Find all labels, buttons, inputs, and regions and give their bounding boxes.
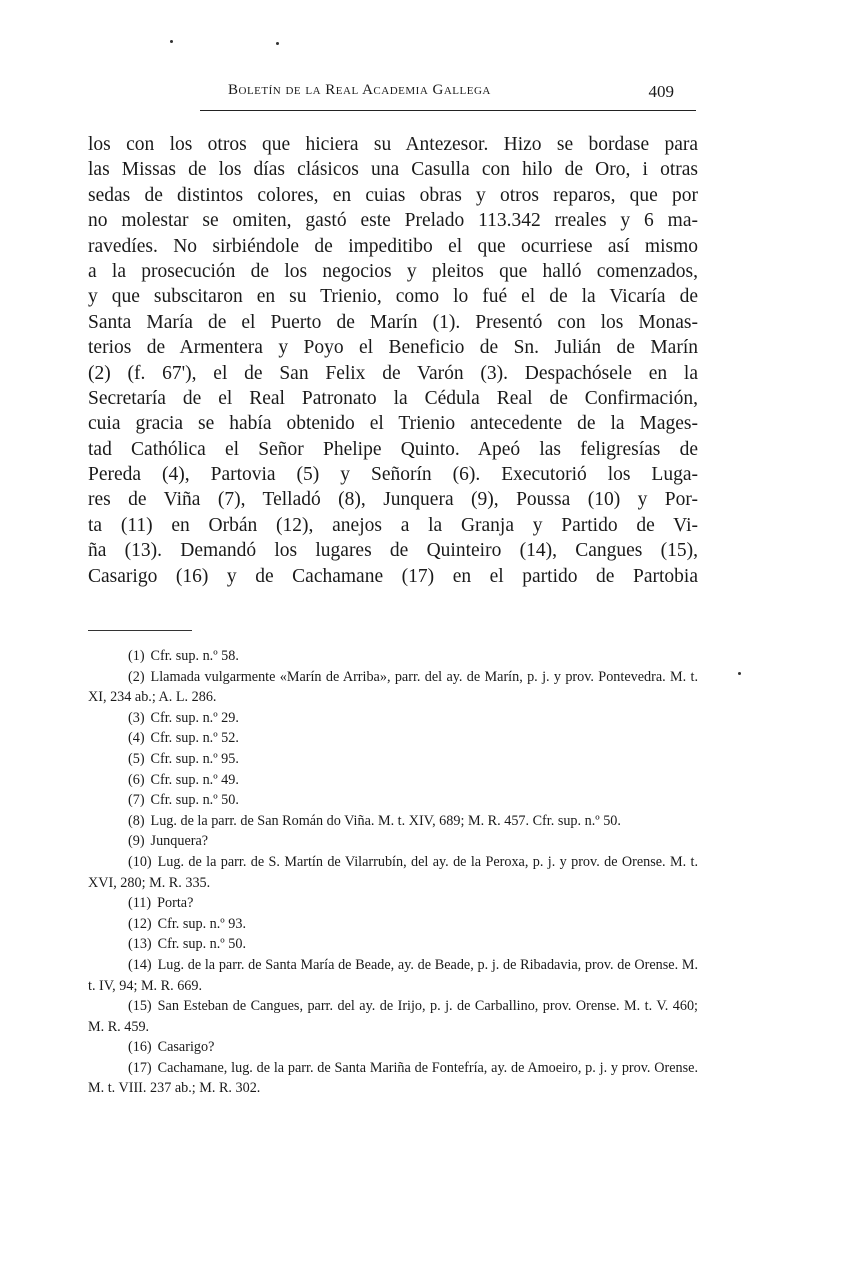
body-line: Pereda (4), Partovia (5) y Señorín (6). Executorió los Luga- <box>88 464 698 486</box>
footnote <box>88 708 698 729</box>
speck-mark <box>738 672 741 675</box>
body-line: ña (13). Demandó los lugares de Quinteiro (14), Cangues (15), <box>88 540 698 562</box>
footnote-text: Llamada vulgarmente «Marín de Arriba», parr. del ay. de Marín, p. j. y prov. Pontevedra. M. t. XI, 234 ab.; A. L. 286. <box>88 668 698 706</box>
speck-mark <box>276 42 279 45</box>
footnote <box>88 893 698 914</box>
footnote-number: (14) <box>128 956 152 973</box>
footnote-number: (17) <box>128 1059 152 1076</box>
footnote <box>88 852 698 893</box>
body-line: Santa María de el Puerto de Marín (1). Presentó con los Monas- <box>88 311 698 333</box>
footnote-text: Cfr. sup. n.º 93. <box>157 915 246 932</box>
body-line: no molestar se omiten, gastó este Prelado 113.342 rreales y 6 ma- <box>88 210 698 232</box>
footnote <box>88 770 698 791</box>
footnote <box>88 790 698 811</box>
body-line: ta (11) en Orbán (12), anejos a la Granja y Partido de Vi- <box>88 514 698 536</box>
footnote-number: (12) <box>128 915 152 932</box>
footnote-number: (10) <box>128 853 152 870</box>
footnote-text: Porta? <box>157 895 194 912</box>
footnote-text: Casarigo? <box>157 1039 215 1056</box>
footnote-number: (3) <box>128 709 145 726</box>
main-body-text <box>88 132 698 589</box>
body-line: Secretaría de el Real Patronato la Cédula Real de Confirmación, <box>88 387 698 409</box>
body-line: ravedíes. No sirbiéndole de impeditibo el que ocurriese así mismo <box>88 235 698 257</box>
footnote-number: (15) <box>128 998 152 1015</box>
footnote-number: (4) <box>128 730 145 747</box>
footnote-text: Lug. de la parr. de S. Martín de Vilarrubín, del ay. de la Peroxa, p. j. y prov. de Orense. M. t. XVI, 280; M. R. 335. <box>88 853 698 891</box>
footnote <box>88 728 698 749</box>
footnote <box>88 667 698 708</box>
body-line: las Missas de los días clásicos una Casulla con hilo de Oro, i otras <box>88 159 698 181</box>
speck-mark <box>170 40 173 43</box>
footnote-text: Cfr. sup. n.º 52. <box>150 730 239 747</box>
footnote-text: Cfr. sup. n.º 58. <box>150 648 239 664</box>
footnote-number: (6) <box>128 771 145 788</box>
journal-title: Boletín de la Real Academia Gallega <box>228 82 491 98</box>
footnote-divider <box>88 630 192 631</box>
footnote <box>88 914 698 935</box>
footnote-text: Lug. de la parr. de San Román do Viña. M. t. XIV, 689; M. R. 457. Cfr. sup. n.º 50. <box>150 812 621 829</box>
footnote-text: Cfr. sup. n.º 49. <box>150 771 239 788</box>
footnote-text: Cfr. sup. n.º 29. <box>150 709 239 726</box>
footnote-number: (2) <box>128 668 145 685</box>
footnote <box>88 749 698 770</box>
body-line: tad Cathólica el Señor Phelipe Quinto. Apeó las feligresías de <box>88 438 698 460</box>
footnote-text: Cachamane, lug. de la parr. de Santa Mariña de Fontefría, ay. de Amoeiro, p. j. y prov. Orense. M. t. VIII. 237 ab.; M. R. 302. <box>88 1059 698 1097</box>
footnote <box>88 831 698 852</box>
footnote-number: (11) <box>128 895 152 912</box>
body-line: a la prosecución de los negocios y pleitos que halló comenzados, <box>88 260 698 282</box>
footnote <box>88 1058 698 1099</box>
page-number: 409 <box>648 82 674 101</box>
footnote-number: (7) <box>128 792 145 809</box>
body-line: (2) (f. 67'), el de San Felix de Varón (3). Despachósele en la <box>88 362 698 384</box>
footnote-number: (9) <box>128 833 145 850</box>
body-line: y que subscitaron en su Trienio, como lo fué el de la Vicaría de <box>88 286 698 308</box>
running-header <box>200 80 696 111</box>
footnote <box>88 955 698 996</box>
footnote <box>88 934 698 955</box>
footnote-number: (13) <box>128 936 152 953</box>
footnotes <box>88 646 698 1099</box>
footnote-text: Cfr. sup. n.º 50. <box>150 792 239 809</box>
footnote <box>88 811 698 832</box>
body-line: sedas de distintos colores, en cuias obras y otros reparos, que por <box>88 184 698 206</box>
footnote <box>88 1037 698 1058</box>
body-line: Casarigo (16) y de Cachamane (17) en el partido de Partobia <box>88 565 698 587</box>
footnote-number: (8) <box>128 812 145 829</box>
body-line: res de Viña (7), Telladó (8), Junquera (9), Poussa (10) y Por- <box>88 489 698 511</box>
footnote-text: Lug. de la parr. de Santa María de Beade, ay. de Beade, p. j. de Ribadavia, prov. de Orense. M. t. IV, 94; M. R. 669. <box>88 956 698 994</box>
footnote-number: (5) <box>128 750 145 767</box>
footnote-number: (16) <box>128 1039 152 1056</box>
body-line: terios de Armentera y Poyo el Beneficio de Sn. Julián de Marín <box>88 337 698 359</box>
footnote <box>88 646 698 667</box>
footnote <box>88 996 698 1037</box>
body-line: cuia gracia se había obtenido el Trienio antecedente de la Mages- <box>88 413 698 435</box>
footnote-text: Cfr. sup. n.º 50. <box>157 936 246 953</box>
footnote-text: Junquera? <box>150 833 209 850</box>
footnote-text: Cfr. sup. n.º 95. <box>150 750 239 767</box>
footnote-text: San Esteban de Cangues, parr. del ay. de Irijo, p. j. de Carballino, prov. Orense. M. t. V. 460; M. R. 459. <box>88 998 698 1035</box>
footnote-number: (1) <box>128 648 145 664</box>
body-line: los con los otros que hiciera su Antezesor. Hizo se bordase para <box>88 134 698 155</box>
